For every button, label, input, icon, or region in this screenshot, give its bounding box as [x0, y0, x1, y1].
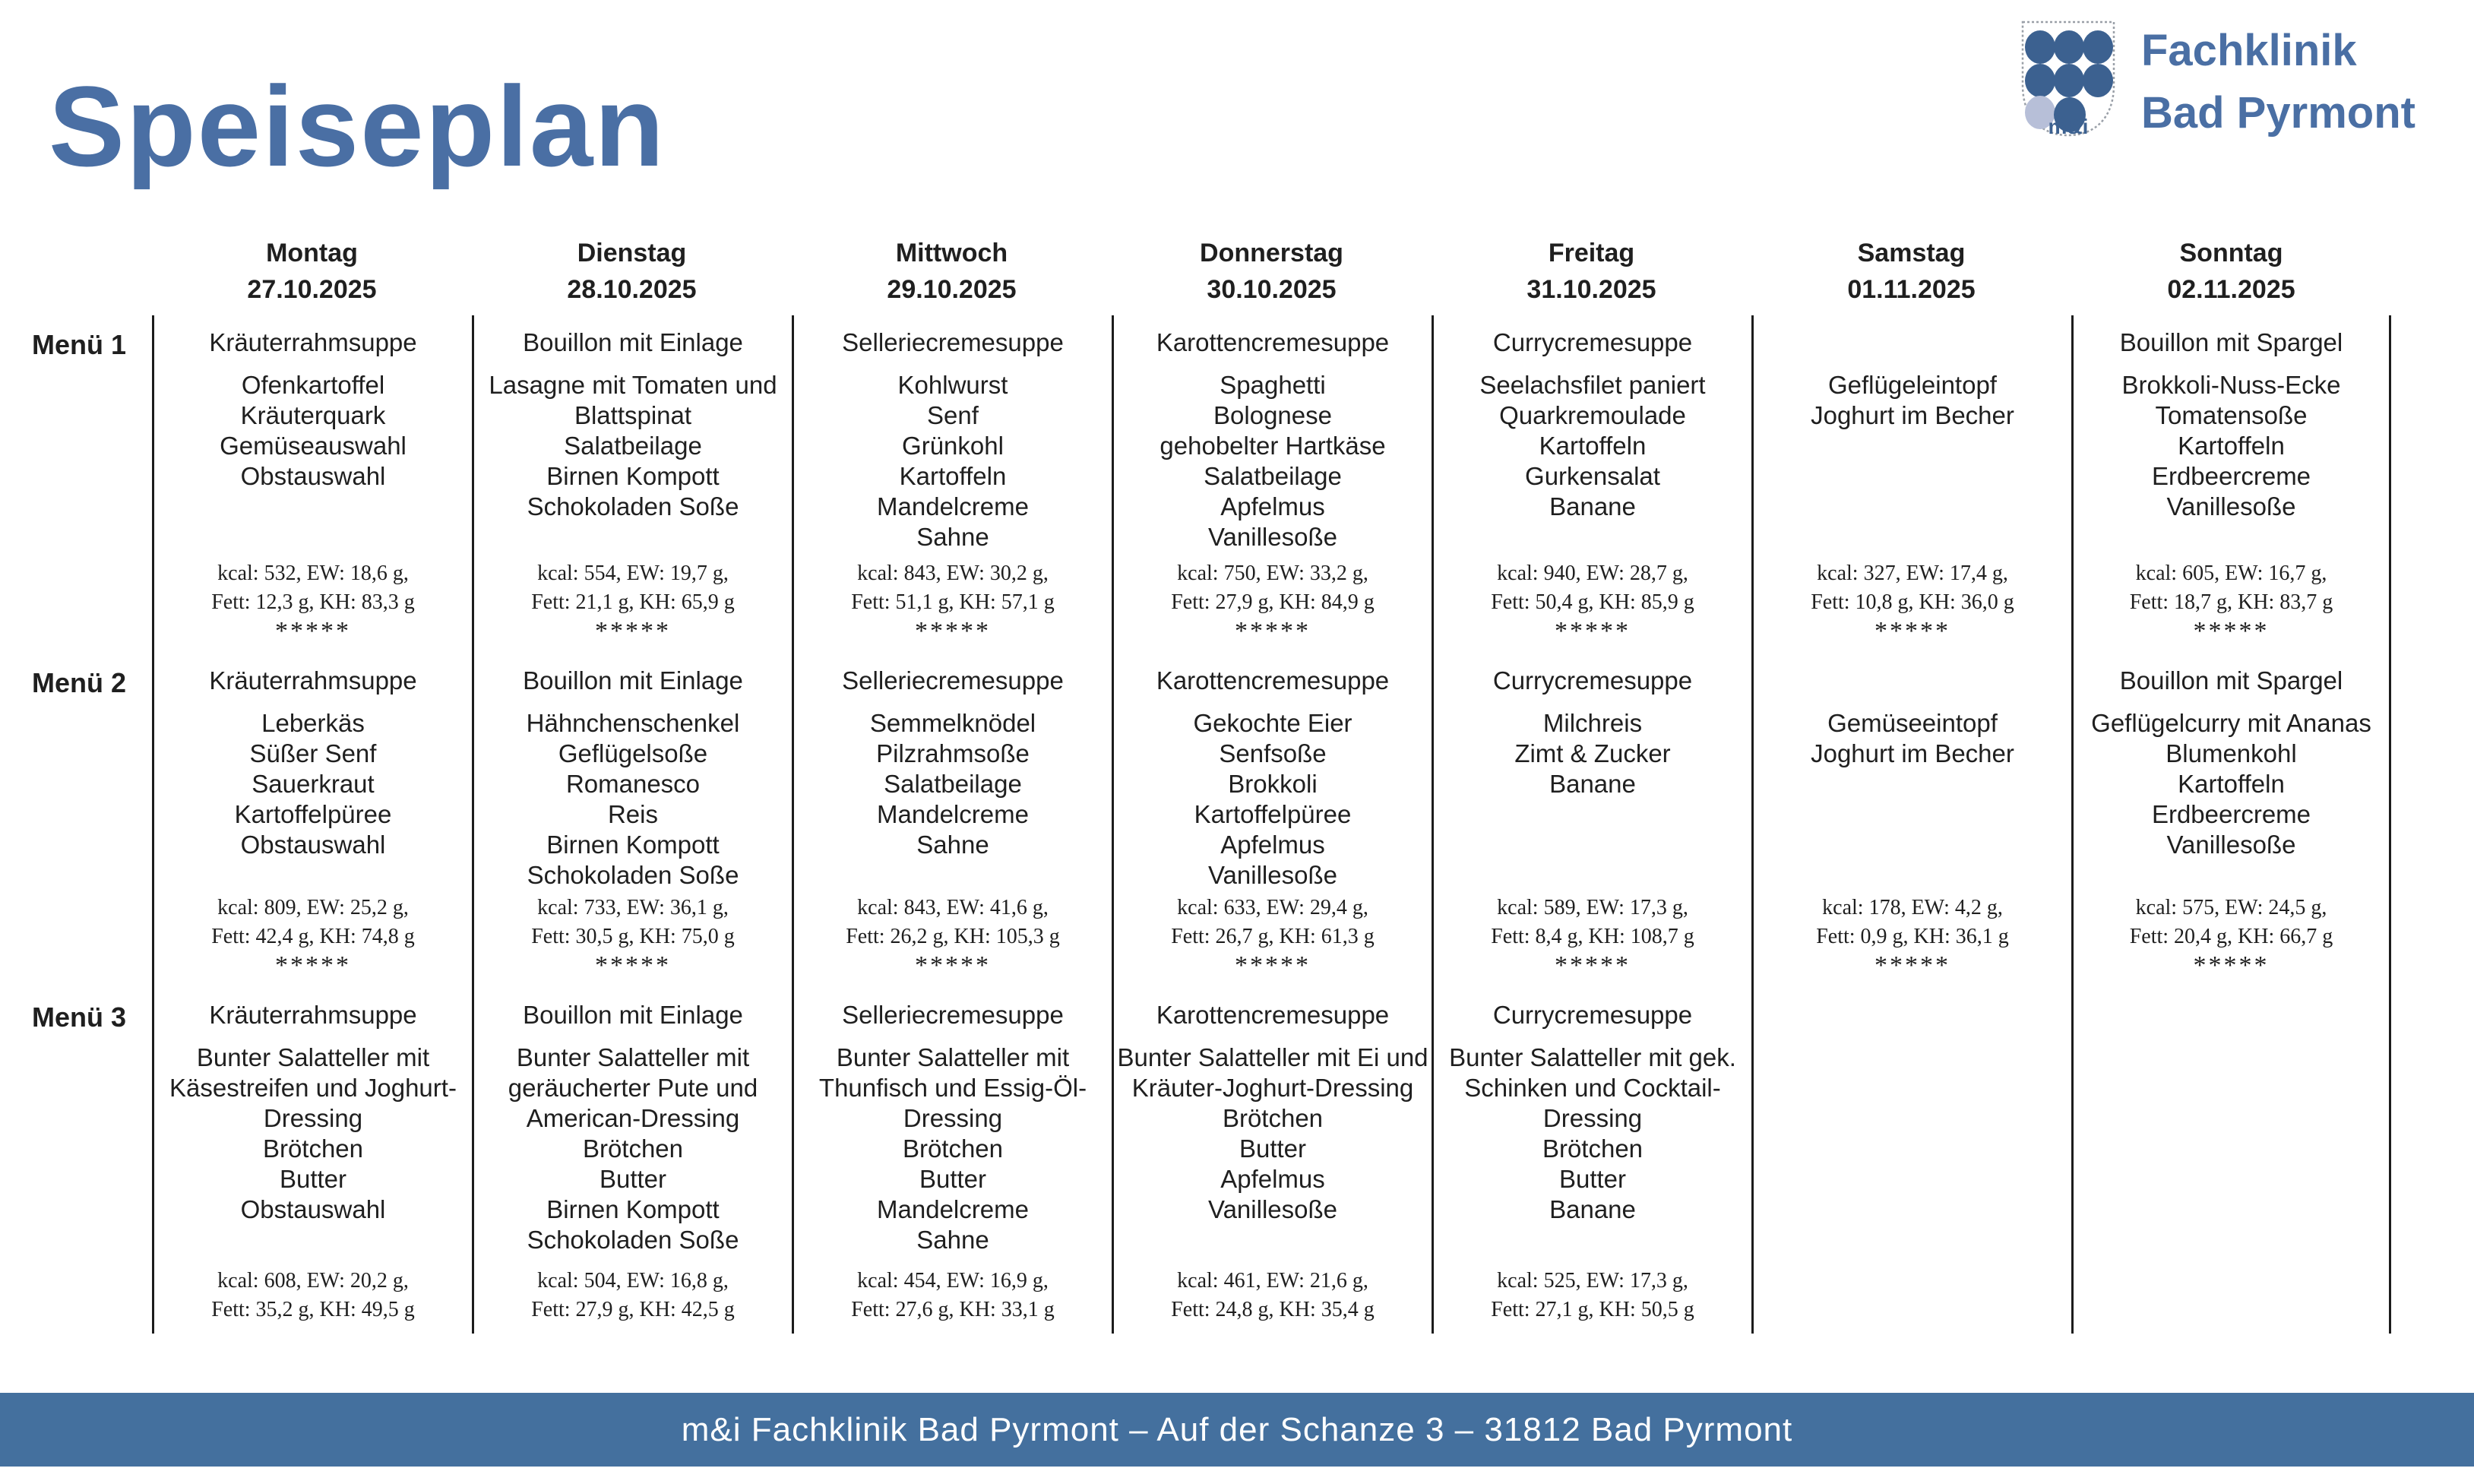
nutrition-line2: Fett: 18,7 g, KH: 83,7 g: [2129, 590, 2333, 614]
dish-line: Sauerkraut: [252, 770, 375, 798]
dish-line: Brötchen: [902, 1134, 1004, 1163]
dish-line: Joghurt im Becher: [1811, 401, 2014, 429]
nutrition-info: [1491, 559, 1694, 617]
nutrition-info: [1811, 559, 2014, 617]
day-date: 29.10.2025: [887, 275, 1017, 304]
shield-dot: [2083, 64, 2113, 97]
dish-line: Dressing: [903, 1104, 1003, 1132]
nutrition-info: [531, 1267, 735, 1324]
dish-line: Blumenkohl: [2166, 739, 2297, 767]
dish-line: Vanillesoße: [2166, 831, 2296, 859]
soup-course: Karottencremesuppe: [1156, 1001, 1390, 1029]
menu-row-label-1: [0, 315, 152, 653]
dish-line: Bunter Salatteller mit: [196, 1043, 430, 1071]
nutrition-line1: kcal: 809, EW: 25,2 g,: [217, 896, 409, 919]
nutrition-info: [1491, 894, 1694, 951]
nutrition-line2: Fett: 51,1 g, KH: 57,1 g: [851, 590, 1055, 614]
nutrition-line2: Fett: 10,8 g, KH: 36,0 g: [1811, 590, 2014, 614]
dish-line: Thunfisch und Essig-Öl-: [818, 1074, 1087, 1102]
clinic-logo: [2018, 18, 2415, 144]
soup-course: Kräuterrahmsuppe: [209, 328, 417, 356]
day-name: Donnerstag: [1200, 239, 1343, 267]
menu-1-cell-mittwoch: [792, 315, 1112, 653]
dish-line: Sahne: [916, 1226, 989, 1254]
footer-bar: [0, 1393, 2474, 1467]
nutrition-line1: kcal: 504, EW: 16,8 g,: [537, 1269, 729, 1293]
main-course: [1514, 708, 1670, 799]
soup-course: Selleriecremesuppe: [842, 1001, 1064, 1029]
stars-separator: *****: [915, 617, 991, 645]
main-course: [1193, 708, 1352, 891]
menu-2-cell-dienstag: [472, 653, 792, 988]
dish-line: Reis: [607, 800, 658, 828]
footer-address: m&i Fachklinik Bad Pyrmont – Auf der Schanze 3 – 31812 Bad Pyrmont: [681, 1410, 1793, 1448]
mi-shield-logo: [2018, 18, 2118, 140]
dish-line: Gemüseauswahl: [220, 432, 407, 460]
dish-line: Brötchen: [1222, 1104, 1324, 1132]
dish-line: Kartoffeln: [1539, 432, 1647, 460]
dish-line: Butter: [599, 1165, 667, 1193]
main-course: [169, 1043, 457, 1225]
dish-line: Schokoladen Soße: [527, 861, 739, 889]
nutrition-line2: Fett: 8,4 g, KH: 108,7 g: [1491, 925, 1694, 948]
main-course: [1811, 708, 2014, 769]
menu-label: Menü 3: [32, 1001, 127, 1033]
shield-label: m&i: [2048, 115, 2089, 138]
nutrition-line2: Fett: 35,2 g, KH: 49,5 g: [211, 1298, 415, 1321]
stars-separator: *****: [1235, 617, 1311, 645]
dish-line: Banane: [1549, 1195, 1636, 1223]
clinic-name: [2141, 20, 2415, 144]
dish-line: Geflügelsoße: [558, 739, 708, 767]
dish-line: Obstauswahl: [240, 462, 386, 490]
soup-course: Bouillon mit Einlage: [523, 666, 743, 695]
day-name: Mittwoch: [895, 239, 1008, 267]
nutrition-info: [1491, 1267, 1694, 1324]
dish-line: Blattspinat: [574, 401, 692, 429]
nutrition-info: [1171, 894, 1375, 951]
dish-line: Gurkensalat: [1525, 462, 1660, 490]
nutrition-line1: kcal: 750, EW: 33,2 g,: [1177, 562, 1368, 585]
dish-line: Dressing: [1542, 1104, 1643, 1132]
dish-line: Kartoffeln: [2178, 432, 2285, 460]
nutrition-info: [531, 894, 735, 951]
dish-line: Bunter Salatteller mit: [836, 1043, 1070, 1071]
main-course: [220, 370, 407, 492]
day-header-mittwoch: [792, 228, 1112, 315]
dish-line: Erdbeercreme: [2151, 462, 2311, 490]
day-date: 27.10.2025: [247, 275, 377, 304]
nutrition-line2: Fett: 42,4 g, KH: 74,8 g: [211, 925, 415, 948]
main-course: [2122, 370, 2341, 522]
shield-dot: [2083, 30, 2113, 64]
dish-line: Bolognese: [1213, 401, 1332, 429]
dish-line: Gemüseeintopf: [1827, 709, 1998, 737]
dish-line: Birnen Kompott: [546, 831, 720, 859]
dish-line: Vanillesoße: [1208, 861, 1337, 889]
dish-line: Senf: [927, 401, 979, 429]
day-date: 01.11.2025: [1847, 275, 1976, 304]
soup-course: Bouillon mit Spargel: [2119, 666, 2343, 695]
main-course: [1117, 1043, 1428, 1225]
dish-line: Salatbeilage: [564, 432, 702, 460]
nutrition-line1: kcal: 554, EW: 19,7 g,: [537, 562, 729, 585]
menu-2-cell-freitag: [1432, 653, 1751, 988]
dish-line: Milchreis: [1542, 709, 1643, 737]
day-name: Freitag: [1548, 239, 1635, 267]
dish-line: Banane: [1549, 492, 1636, 521]
nutrition-info: [851, 1267, 1055, 1324]
soup-course: Selleriecremesuppe: [842, 328, 1064, 356]
dish-line: Vanillesoße: [1208, 1195, 1337, 1223]
soup-course: Selleriecremesuppe: [842, 666, 1064, 695]
menu-3-cell-mittwoch: [792, 988, 1112, 1334]
shield-dot: [2025, 30, 2055, 64]
dish-line: Brokkoli-Nuss-Ecke: [2121, 371, 2341, 399]
nutrition-info: [1171, 1267, 1375, 1324]
nutrition-line2: Fett: 27,9 g, KH: 84,9 g: [1171, 590, 1375, 614]
menu-label: Menü 1: [32, 329, 127, 360]
nutrition-line1: kcal: 608, EW: 20,2 g,: [217, 1269, 409, 1293]
day-header-freitag: [1432, 228, 1751, 315]
menu-1-cell-dienstag: [472, 315, 792, 653]
nutrition-line2: Fett: 21,1 g, KH: 65,9 g: [531, 590, 735, 614]
page-title: Speiseplan: [49, 62, 666, 190]
dish-line: Lasagne mit Tomaten und: [489, 371, 777, 399]
dish-line: Seelachsfilet paniert: [1479, 371, 1706, 399]
dish-line: Sahne: [916, 523, 989, 551]
dish-line: Mandelcreme: [877, 1195, 1029, 1223]
main-course: [1811, 370, 2014, 431]
soup-course: Currycremesuppe: [1492, 1001, 1693, 1029]
nutrition-line2: Fett: 26,7 g, KH: 61,3 g: [1171, 925, 1375, 948]
dish-line: Joghurt im Becher: [1811, 739, 2014, 767]
menu-1-cell-freitag: [1432, 315, 1751, 653]
dish-line: Obstauswahl: [240, 1195, 386, 1223]
nutrition-line2: Fett: 50,4 g, KH: 85,9 g: [1491, 590, 1694, 614]
nutrition-line1: kcal: 605, EW: 16,7 g,: [2135, 562, 2327, 585]
dish-line: Geflügeleintopf: [1827, 371, 1997, 399]
dish-line: Kartoffeln: [899, 462, 1007, 490]
menu-2-cell-samstag: [1751, 653, 2071, 988]
dish-line: Kräuter-Joghurt-Dressing: [1131, 1074, 1414, 1102]
stars-separator: *****: [1874, 617, 1950, 645]
shield-dot: [2025, 64, 2055, 97]
nutrition-line1: kcal: 461, EW: 21,6 g,: [1177, 1269, 1368, 1293]
stars-separator: *****: [275, 951, 351, 979]
day-header-montag: [152, 228, 472, 315]
dish-line: Mandelcreme: [877, 492, 1029, 521]
menu-1-cell-sonntag: [2071, 315, 2391, 653]
clinic-name-line2: Bad Pyrmont: [2141, 88, 2415, 138]
stars-separator: *****: [2193, 951, 2270, 979]
dish-line: Schokoladen Soße: [527, 1226, 739, 1254]
day-name: Samstag: [1857, 239, 1966, 267]
nutrition-line2: Fett: 27,6 g, KH: 33,1 g: [851, 1298, 1055, 1321]
stars-separator: *****: [1555, 617, 1631, 645]
dish-line: Kartoffelpüree: [234, 800, 392, 828]
shield-dot: [2054, 64, 2084, 97]
dish-line: Süßer Senf: [249, 739, 377, 767]
nutrition-info: [531, 559, 735, 617]
day-header-samstag: [1751, 228, 2071, 315]
nutrition-line1: kcal: 733, EW: 36,1 g,: [537, 896, 729, 919]
soup-course: Kräuterrahmsuppe: [209, 1001, 417, 1029]
menu-1-cell-donnerstag: [1112, 315, 1432, 653]
dish-line: Obstauswahl: [240, 831, 386, 859]
nutrition-line1: kcal: 633, EW: 29,4 g,: [1177, 896, 1368, 919]
nutrition-line1: kcal: 575, EW: 24,5 g,: [2135, 896, 2327, 919]
nutrition-line2: Fett: 24,8 g, KH: 35,4 g: [1171, 1298, 1375, 1321]
dish-line: Schokoladen Soße: [527, 492, 739, 521]
dish-line: geräucherter Pute und: [508, 1074, 758, 1102]
soup-course: Karottencremesuppe: [1156, 666, 1390, 695]
day-header-dienstag: [472, 228, 792, 315]
menu-row-label-3: [0, 988, 152, 1334]
dish-line: Leberkäs: [261, 709, 365, 737]
menu-2-cell-mittwoch: [792, 653, 1112, 988]
dish-line: Salatbeilage: [1204, 462, 1342, 490]
dish-line: Kräuterquark: [240, 401, 386, 429]
dish-line: Apfelmus: [1220, 831, 1325, 859]
soup-course: Bouillon mit Spargel: [2119, 328, 2343, 356]
stars-separator: *****: [915, 951, 991, 979]
dish-line: Geflügelcurry mit Ananas: [2091, 709, 2371, 737]
dish-line: Semmelknödel: [869, 709, 1036, 737]
soup-course: Kräuterrahmsuppe: [209, 666, 417, 695]
nutrition-line1: kcal: 940, EW: 28,7 g,: [1497, 562, 1688, 585]
dish-line: Vanillesoße: [1208, 523, 1337, 551]
dish-line: Erdbeercreme: [2151, 800, 2311, 828]
shield-dot: [2054, 30, 2084, 64]
main-course: [1479, 370, 1705, 522]
day-date: 31.10.2025: [1526, 275, 1656, 304]
stars-separator: *****: [595, 617, 671, 645]
dish-line: Brötchen: [582, 1134, 684, 1163]
nutrition-line1: kcal: 532, EW: 18,6 g,: [217, 562, 409, 585]
dish-line: Brötchen: [1542, 1134, 1644, 1163]
nutrition-line2: Fett: 27,9 g, KH: 42,5 g: [531, 1298, 735, 1321]
nutrition-info: [851, 559, 1055, 617]
dish-line: Butter: [1558, 1165, 1627, 1193]
dish-line: gehobelter Hartkäse: [1159, 432, 1386, 460]
day-header-sonntag: [2071, 228, 2391, 315]
nutrition-info: [211, 559, 415, 617]
nutrition-info: [1171, 559, 1375, 617]
dish-line: Spaghetti: [1220, 371, 1326, 399]
dish-line: Butter: [919, 1165, 987, 1193]
dish-line: Hähnchenschenkel: [526, 709, 740, 737]
nutrition-line1: kcal: 525, EW: 17,3 g,: [1497, 1269, 1688, 1293]
menu-row-label-2: [0, 653, 152, 988]
menu-3-cell-samstag: [1751, 988, 2071, 1334]
day-name: Montag: [266, 239, 358, 267]
main-course: [1159, 370, 1385, 552]
menu-3-cell-freitag: [1432, 988, 1751, 1334]
dish-line: Tomatensoße: [2155, 401, 2308, 429]
dish-line: Zimt & Zucker: [1514, 739, 1671, 767]
dish-line: Schinken und Cocktail-: [1464, 1074, 1721, 1102]
stars-separator: *****: [1235, 951, 1311, 979]
dish-line: Kohlwurst: [897, 371, 1008, 399]
dish-line: Ofenkartoffel: [241, 371, 385, 399]
dish-line: Brötchen: [262, 1134, 364, 1163]
dish-line: Pilzrahmsoße: [876, 739, 1030, 767]
dish-line: Grünkohl: [902, 432, 1004, 460]
stars-separator: *****: [2193, 617, 2270, 645]
main-course: [508, 1043, 758, 1255]
dish-line: Birnen Kompott: [546, 462, 720, 490]
dish-line: Butter: [1239, 1134, 1307, 1163]
main-course: [870, 708, 1036, 860]
nutrition-line2: Fett: 0,9 g, KH: 36,1 g: [1816, 925, 2009, 948]
dish-line: Senfsoße: [1219, 739, 1327, 767]
main-course: [235, 708, 392, 860]
dish-line: Quarkremoulade: [1499, 401, 1686, 429]
dish-line: American-Dressing: [526, 1104, 740, 1132]
nutrition-line2: Fett: 20,4 g, KH: 66,7 g: [2129, 925, 2333, 948]
dish-line: Apfelmus: [1220, 1165, 1325, 1193]
nutrition-info: [2130, 894, 2333, 951]
menu-3-cell-donnerstag: [1112, 988, 1432, 1334]
table-corner-spacer: [0, 228, 152, 315]
dish-line: Brokkoli: [1228, 770, 1318, 798]
dish-line: Butter: [279, 1165, 347, 1193]
soup-course: Karottencremesuppe: [1156, 328, 1390, 356]
main-course: [877, 370, 1029, 552]
day-date: 28.10.2025: [567, 275, 697, 304]
nutrition-line1: kcal: 327, EW: 17,4 g,: [1817, 562, 2008, 585]
dish-line: Birnen Kompott: [546, 1195, 720, 1223]
dish-line: Vanillesoße: [2166, 492, 2296, 521]
nutrition-info: [846, 894, 1060, 951]
nutrition-info: [2130, 559, 2333, 617]
dish-line: Dressing: [263, 1104, 363, 1132]
stars-separator: *****: [275, 617, 351, 645]
soup-course: Currycremesuppe: [1492, 666, 1693, 695]
nutrition-info: [211, 894, 415, 951]
dish-line: Romanesco: [565, 770, 701, 798]
nutrition-line2: Fett: 30,5 g, KH: 75,0 g: [531, 925, 735, 948]
main-course: [489, 370, 777, 522]
menu-2-cell-montag: [152, 653, 472, 988]
nutrition-info: [1816, 894, 2009, 951]
day-name: Sonntag: [2179, 239, 2283, 267]
soup-course: Bouillon mit Einlage: [523, 1001, 743, 1029]
nutrition-line2: Fett: 26,2 g, KH: 105,3 g: [846, 925, 1060, 948]
dish-line: Banane: [1549, 770, 1636, 798]
menu-1-cell-samstag: [1751, 315, 2071, 653]
stars-separator: *****: [1874, 951, 1950, 979]
main-course: [1449, 1043, 1736, 1225]
day-name: Dienstag: [577, 239, 687, 267]
main-course: [819, 1043, 1087, 1255]
nutrition-line1: kcal: 178, EW: 4,2 g,: [1822, 896, 2003, 919]
menu-3-cell-sonntag: [2071, 988, 2391, 1334]
stars-separator: *****: [595, 951, 671, 979]
day-date: 02.11.2025: [2167, 275, 2295, 304]
menu-2-cell-donnerstag: [1112, 653, 1432, 988]
nutrition-line1: kcal: 454, EW: 16,9 g,: [857, 1269, 1049, 1293]
day-header-donnerstag: [1112, 228, 1432, 315]
clinic-name-line1: Fachklinik: [2141, 26, 2357, 75]
nutrition-line1: kcal: 843, EW: 30,2 g,: [857, 562, 1049, 585]
dish-line: Bunter Salatteller mit gek.: [1449, 1043, 1736, 1071]
nutrition-line2: Fett: 12,3 g, KH: 83,3 g: [211, 590, 415, 614]
dish-line: Mandelcreme: [877, 800, 1029, 828]
dish-line: Bunter Salatteller mit Ei und: [1117, 1043, 1428, 1071]
dish-line: Sahne: [916, 831, 989, 859]
menu-label: Menü 2: [32, 667, 127, 698]
dish-line: Bunter Salatteller mit: [516, 1043, 750, 1071]
dish-line: Kartoffelpüree: [1194, 800, 1352, 828]
main-course: [2091, 708, 2371, 860]
main-course: [527, 708, 740, 891]
dish-line: Kartoffeln: [2178, 770, 2285, 798]
dish-line: Apfelmus: [1220, 492, 1325, 521]
nutrition-line1: kcal: 843, EW: 41,6 g,: [857, 896, 1049, 919]
day-date: 30.10.2025: [1207, 275, 1337, 304]
menu-1-cell-montag: [152, 315, 472, 653]
dish-line: Gekochte Eier: [1193, 709, 1352, 737]
menu-2-cell-sonntag: [2071, 653, 2391, 988]
soup-course: Bouillon mit Einlage: [523, 328, 743, 356]
nutrition-info: [211, 1267, 415, 1324]
nutrition-line2: Fett: 27,1 g, KH: 50,5 g: [1491, 1298, 1694, 1321]
dish-line: Käsestreifen und Joghurt-: [169, 1074, 457, 1102]
soup-course: Currycremesuppe: [1492, 328, 1693, 356]
menu-3-cell-dienstag: [472, 988, 792, 1334]
nutrition-line1: kcal: 589, EW: 17,3 g,: [1497, 896, 1688, 919]
menu-table: [0, 228, 2391, 1334]
menu-3-cell-montag: [152, 988, 472, 1334]
dish-line: Salatbeilage: [884, 770, 1022, 798]
stars-separator: *****: [1555, 951, 1631, 979]
